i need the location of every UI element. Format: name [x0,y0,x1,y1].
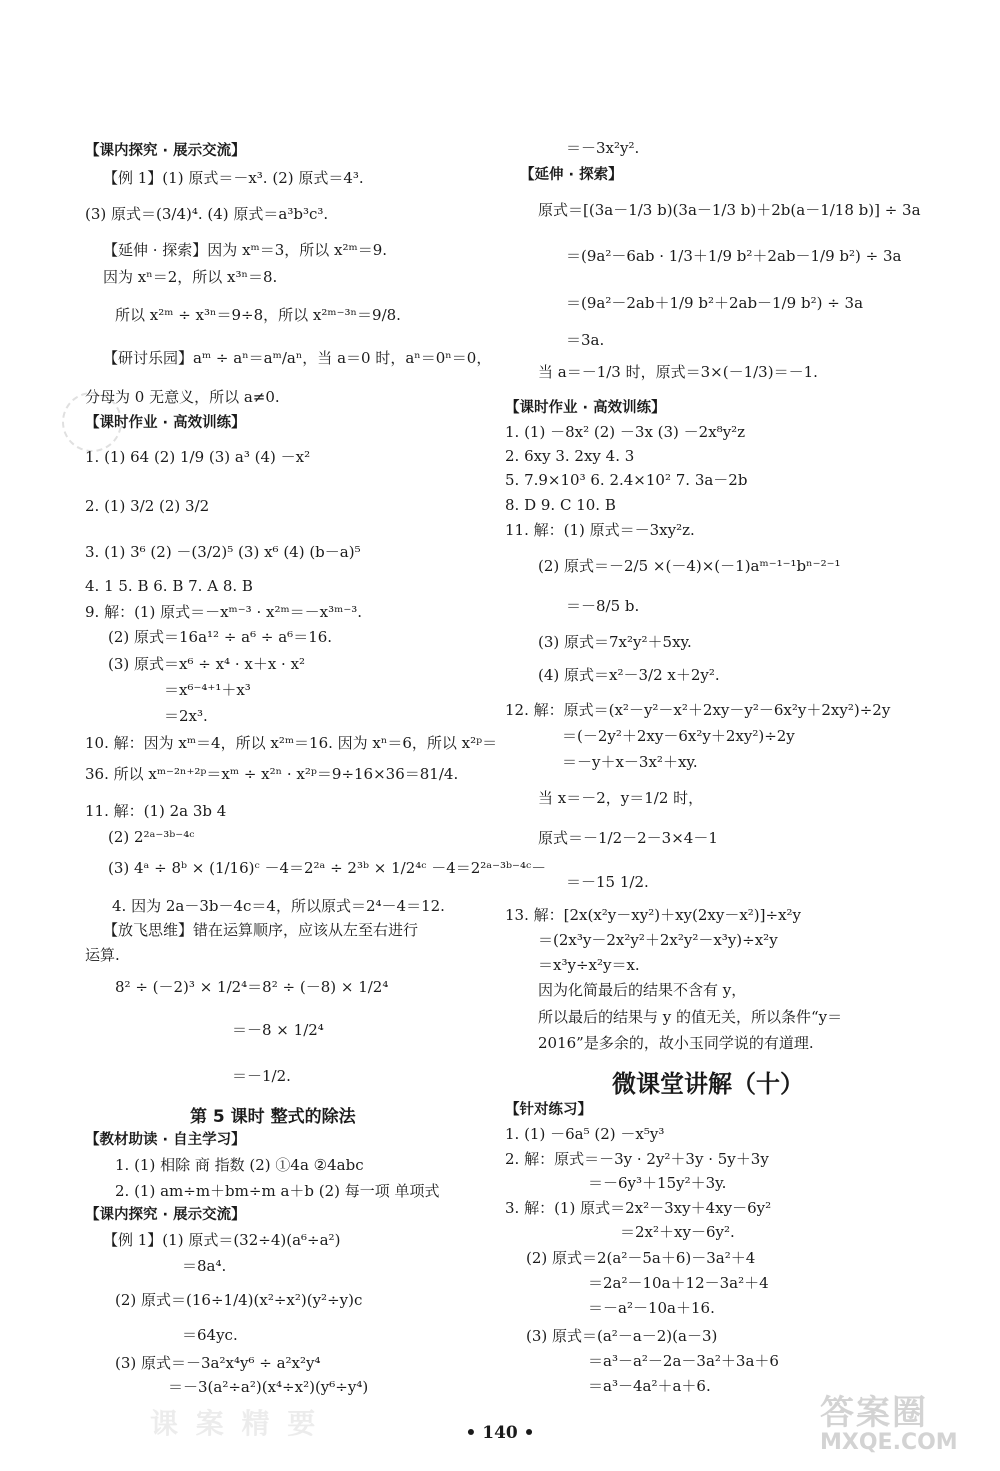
left-line: 分母为 0 无意义，所以 a≠0. [85,388,280,406]
left-line: (2) 原式＝16a¹² ÷ a⁶ ÷ a⁶＝16. [108,628,333,646]
left-line: 11. 解：(1) 2a 3b 4 [85,802,227,820]
left-line: 4. 因为 2a－3b－4c＝4，所以原式＝2⁴－4＝12. [112,897,445,915]
right-line: ＝(2x³y－2x²y²＋2x²y²－x³y)÷x²y [538,931,778,949]
right-line: 2016”是多余的，故小玉同学说的有道理. [538,1034,814,1052]
left-line: (2) 原式＝(16÷1/4)(x²÷x²)(y²÷y)c [115,1291,363,1309]
right-line: 8. D 9. C 10. B [505,496,616,514]
right-line: ＝－8/5 b. [566,597,640,615]
left-line: 2. (1) 3/2 (2) 3/2 [85,497,210,515]
right-line: (3) 原式＝(a²－a－2)(a－3) [526,1327,718,1345]
left-line: 1. (1) 相除 商 指数 (2) ①4a ②4abc [115,1156,364,1174]
left-line: 因为 xⁿ＝2，所以 x³ⁿ＝8. [103,268,278,286]
right-line: ＝－3x²y². [566,139,640,157]
right-line: 所以最后的结果与 y 的值无关，所以条件“y＝ [538,1008,843,1026]
left-heading: 【课内探究 · 展示交流】 [85,143,246,159]
right-line: 3. 解：(1) 原式＝2x²－3xy＋4xy－6y² [505,1199,772,1217]
left-line: (3) 原式＝－3a²x⁴y⁶ ÷ a²x²y⁴ [115,1354,321,1372]
left-line: 【研讨乐园】aᵐ ÷ aⁿ＝aᵐ/aⁿ，当 a＝0 时，aⁿ＝0ⁿ＝0， [103,349,492,367]
right-line: 12. 解：原式＝(x²－y²－x²＋2xy－y²－6x²y＋2xy²)÷2y [505,701,891,719]
right-line: ＝(9a²－2ab＋1/9 b²＋2ab－1/9 b²) ÷ 3a [566,294,864,312]
left-line: ＝2x³. [164,707,208,725]
right-line: ＝x³y÷x²y＝x. [538,956,640,974]
right-line: 13. 解：[2x(x²y－xy²)＋xy(2xy－x²)]÷x²y [505,906,802,924]
left-heading: 【课内探究 · 展示交流】 [85,1207,246,1223]
faint-watermark-text: 课 案 精 要 [150,1407,320,1440]
right-line: ＝(－2y²＋2xy－6x²y＋2xy²)÷2y [562,727,795,745]
right-line: (4) 原式＝x²－3/2 x＋2y². [538,666,720,684]
right-line: ＝a³－4a²＋a＋6. [588,1377,711,1395]
left-line: ＝8a⁴. [182,1257,227,1275]
left-line: 4. 1 5. B 6. B 7. A 8. B [85,577,253,595]
right-line: ＝(9a²－6ab · 1/3＋1/9 b²＋2ab－1/9 b²) ÷ 3a [566,247,902,265]
left-line: 8² ÷ (－2)³ × 1/2⁴＝8² ÷ (－8) × 1/2⁴ [115,978,389,996]
right-line: 2. 解：原式＝－3y · 2y²＋3y · 5y＋3y [505,1150,769,1168]
left-line: 所以 x²ᵐ ÷ x³ⁿ＝9÷8，所以 x²ᵐ⁻³ⁿ＝9/8. [115,306,401,324]
left-line: ＝x⁶⁻⁴⁺¹＋x³ [164,681,251,699]
left-line: 36. 所以 xᵐ⁻²ⁿ⁺²ᵖ＝xᵐ ÷ x²ⁿ · x²ᵖ＝9÷16×36＝81/4. [85,765,459,783]
page-number: • 140 • [465,1423,535,1443]
right-line: 当 x＝－2，y＝1/2 时， [538,789,704,807]
right-line: 1. (1) －6a⁵ (2) －x⁵y³ [505,1125,665,1143]
left-heading: 【教材助读 · 自主学习】 [85,1132,246,1148]
section-title-micro-lesson: 微课堂讲解（十） [612,1070,804,1098]
left-line: ＝－8 × 1/2⁴ [232,1021,324,1039]
right-line: 因为化简最后的结果不含有 y， [538,981,747,999]
right-line: 原式＝[(3a－1/3 b)(3a－1/3 b)＋2b(a－1/18 b)] ÷ 3a [538,201,921,219]
left-line: ＝64yc. [182,1326,238,1344]
right-line: ＝2x²＋xy－6y². [620,1223,735,1241]
right-line: 1. (1) －8x² (2) －3x (3) －2x⁸y²z [505,423,746,441]
left-line: ＝－3(a²÷a²)(x⁴÷x²)(y⁶÷y⁴) [168,1378,369,1396]
left-line: 运算. [85,946,120,964]
right-line: ＝2a²－10a＋12－3a²＋4 [588,1274,769,1292]
right-line: ＝－6y³＋15y²＋3y. [588,1174,727,1192]
left-line: 10. 解：因为 xᵐ＝4，所以 x²ᵐ＝16. 因为 xⁿ＝6，所以 x²ᵖ＝ [85,734,498,752]
left-line: 【例 1】(1) 原式＝－x³. (2) 原式＝4³. [103,169,364,187]
left-line: 1. (1) 64 (2) 1/9 (3) a³ (4) －x² [85,448,311,466]
right-line: 5. 7.9×10³ 6. 2.4×10² 7. 3a－2b [505,471,748,489]
right-heading: 【课时作业 · 高效训练】 [505,400,666,416]
left-line: (3) 原式＝x⁶ ÷ x⁴ · x＋x · x² [108,655,306,673]
left-line: 9. 解：(1) 原式＝－xᵐ⁻³ · x²ᵐ＝－x³ᵐ⁻³. [85,603,363,621]
left-line: (3) 原式＝(3/4)⁴. (4) 原式＝a³b³c³. [85,205,329,223]
left-line: 【延伸 · 探索】因为 xᵐ＝3，所以 x²ᵐ＝9. [103,241,388,259]
right-line: 原式＝－1/2－2－3×4－1 [538,829,718,847]
right-line: ＝－a²－10a＋16. [588,1299,715,1317]
right-line: 当 a＝－1/3 时，原式＝3×(－1/3)＝－1. [538,363,818,381]
left-line: ＝－1/2. [232,1067,291,1085]
right-line: (3) 原式＝7x²y²＋5xy. [538,633,692,651]
right-line: (2) 原式＝2(a²－5a＋6)－3a²＋4 [526,1249,756,1267]
left-line: 3. (1) 3⁶ (2) －(3/2)⁵ (3) x⁶ (4) (b－a)⁵ [85,543,361,561]
right-line: ＝a³－a²－2a－3a²＋3a＋6 [588,1352,779,1370]
section-title-lesson5: 第 5 课时 整式的除法 [190,1107,356,1127]
right-heading: 【针对练习】 [505,1102,592,1118]
right-line: (2) 原式＝－2/5 ×(－4)×(－1)aᵐ⁻¹⁻¹bⁿ⁻²⁻¹ [538,557,841,575]
left-heading: 【课时作业 · 高效训练】 [85,415,246,431]
watermark-url: MXQE.COM [820,1430,958,1455]
right-heading: 【延伸 · 探索】 [520,167,623,183]
left-line: 【例 1】(1) 原式＝(32÷4)(a⁶÷a²) [103,1231,341,1249]
right-line: ＝3a. [566,331,605,349]
left-line: 2. (1) am÷m＋bm÷m a＋b (2) 每一项 单项式 [115,1182,440,1200]
right-line: ＝－y＋x－3x²＋xy. [562,753,698,771]
right-line: 2. 6xy 3. 2xy 4. 3 [505,447,635,465]
left-line: (2) 2²ᵃ⁻³ᵇ⁻⁴ᶜ [108,828,195,846]
right-line: 11. 解：(1) 原式＝－3xy²z. [505,521,695,539]
left-line: (3) 4ᵃ ÷ 8ᵇ × (1/16)ᶜ －4＝2²ᵃ ÷ 2³ᵇ × 1/2⁴ᶜ －4＝2²ᵃ⁻³ᵇ⁻⁴ᶜ－ [108,859,547,877]
watermark-logo: 答案圈 [820,1393,928,1433]
right-line: ＝－15 1/2. [566,873,649,891]
left-line: 【放飞思维】错在运算顺序，应该从左至右进行 [103,921,419,939]
